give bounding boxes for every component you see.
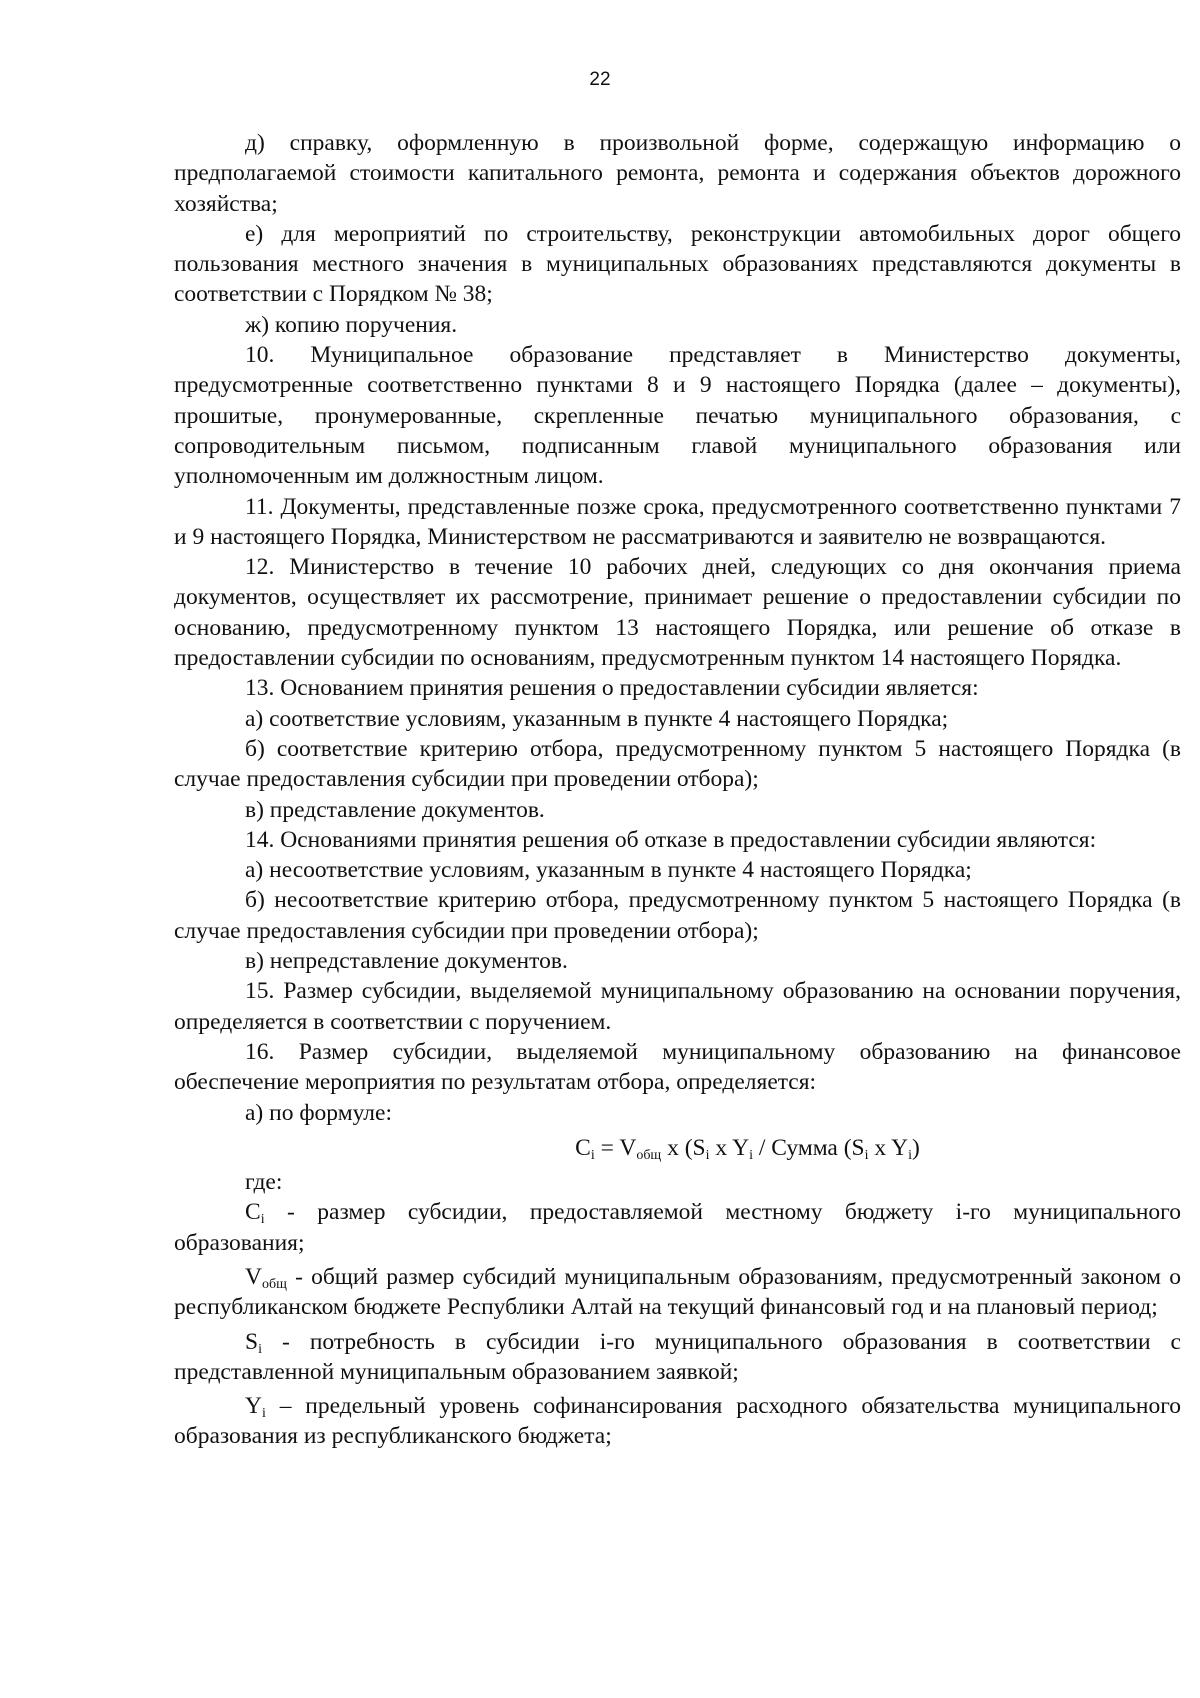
document-body [174,128,1181,1452]
paragraph-16-a: а) по формуле: [245,1099,392,1126]
definition-ci: $C_i$ - размер субсидии, предоставляемой местному бюджету i-го муниципального образования; [174,1199,1181,1256]
paragraph-14-a: а) несоответствие условиям, указанным в пункте 4 настоящего Порядка; [245,857,972,884]
paragraph-clause-11: 11. Документы, представленные позже срока, предусмотренного соответственно пунктами 7 и 9 настоящего Порядка, Министерством не рассматриваются и заявителю не возвращаются. [174,493,1181,550]
definition-yi: $Y_i$ – предельный уровень софинансирования расходного обязательства муниципального образования из республиканского бюджета; [174,1393,1181,1450]
paragraph-clause-12: 12. Министерство в течение 10 рабочих дней, следующих со дня окончания приема документов, осуществляет их рассмотрение, принимает решение о предоставлении субсидии по основанию, предусмотренному пунктом 13 настоящего Порядка, или решение об отказе в предоставлении субсидии по основаниям, предусмотренным пунктом 14 настоящего Порядка. [174,554,1181,672]
paragraph-13-b: б) соответствие критерию отбора, предусмотренному пунктом 5 настоящего Порядка (в случае предоставления субсидии при проведении отбора); [174,735,1181,793]
paragraph-13-v: в) представление документов. [245,796,545,823]
paragraph-14-b: б) несоответствие критерию отбора, предусмотренному пунктом 5 настоящего Порядка (в случае предоставления субсидии при проведении отбора); [174,887,1181,944]
subsidy-formula: $C_i = V_{общ}$ x ($S_i$ x $Y_i$ / Сумма ($S_i$ x $Y_i$) [575,1134,920,1163]
paragraph-where: где: [245,1169,283,1196]
paragraph-clause-14: 14. Основаниями принятия решения об отказе в предоставлении субсидии являются: [245,826,1097,853]
paragraph-item-d: д) справку, оформленную в произвольной форме, содержащую информацию о предполагаемой стоимости капитального ремонта, ремонта и содержания объектов дорожного хозяйства; [174,130,1181,217]
definition-v-total: $V_{общ}$ - общий размер субсидий муниципальным образованиям, предусмотренный законом о республиканском бюджете Республики Алтай на текущий финансовый год и на плановый период; [174,1263,1181,1321]
paragraph-13-a: а) соответствие условиям, указанным в пункте 4 настоящего Порядка; [245,705,949,732]
paragraph-clause-10: 10. Муниципальное образование представляет в Министерство документы, предусмотренные соответственно пунктами 8 и 9 настоящего Порядка (далее – документы), прошитые, пронумерованные, скрепленные печатью муниципального образования, с сопроводительным письмом, подписанным главой муниципального образования или уполномоченным им должностным лицом. [174,342,1181,490]
paragraph-clause-15: 15. Размер субсидии, выделяемой муниципальному образованию на основании поручения, определяется в соответствии с поручением. [174,978,1181,1035]
page-number: 22 [589,69,611,90]
paragraph-clause-13: 13. Основанием принятия решения о предоставлении субсидии является: [245,675,979,702]
paragraph-item-e: е) для мероприятий по строительству, реконструкции автомобильных дорог общего пользования местного значения в муниципальных образованиях представляются документы в соответствии с Порядком № 38; [174,220,1181,308]
paragraph-14-v: в) непредставление документов. [245,948,568,975]
definition-si: $S_i$ - потребность в субсидии i-го муниципального образования в соответствии с представленной муниципальным образованием заявкой; [174,1328,1181,1385]
paragraph-clause-16: 16. Размер субсидии, выделяемой муниципальному образованию на финансовое обеспечение мероприятия по результатам отбора, определяется: [174,1038,1181,1096]
paragraph-item-zh: ж) копию поручения. [245,311,458,338]
